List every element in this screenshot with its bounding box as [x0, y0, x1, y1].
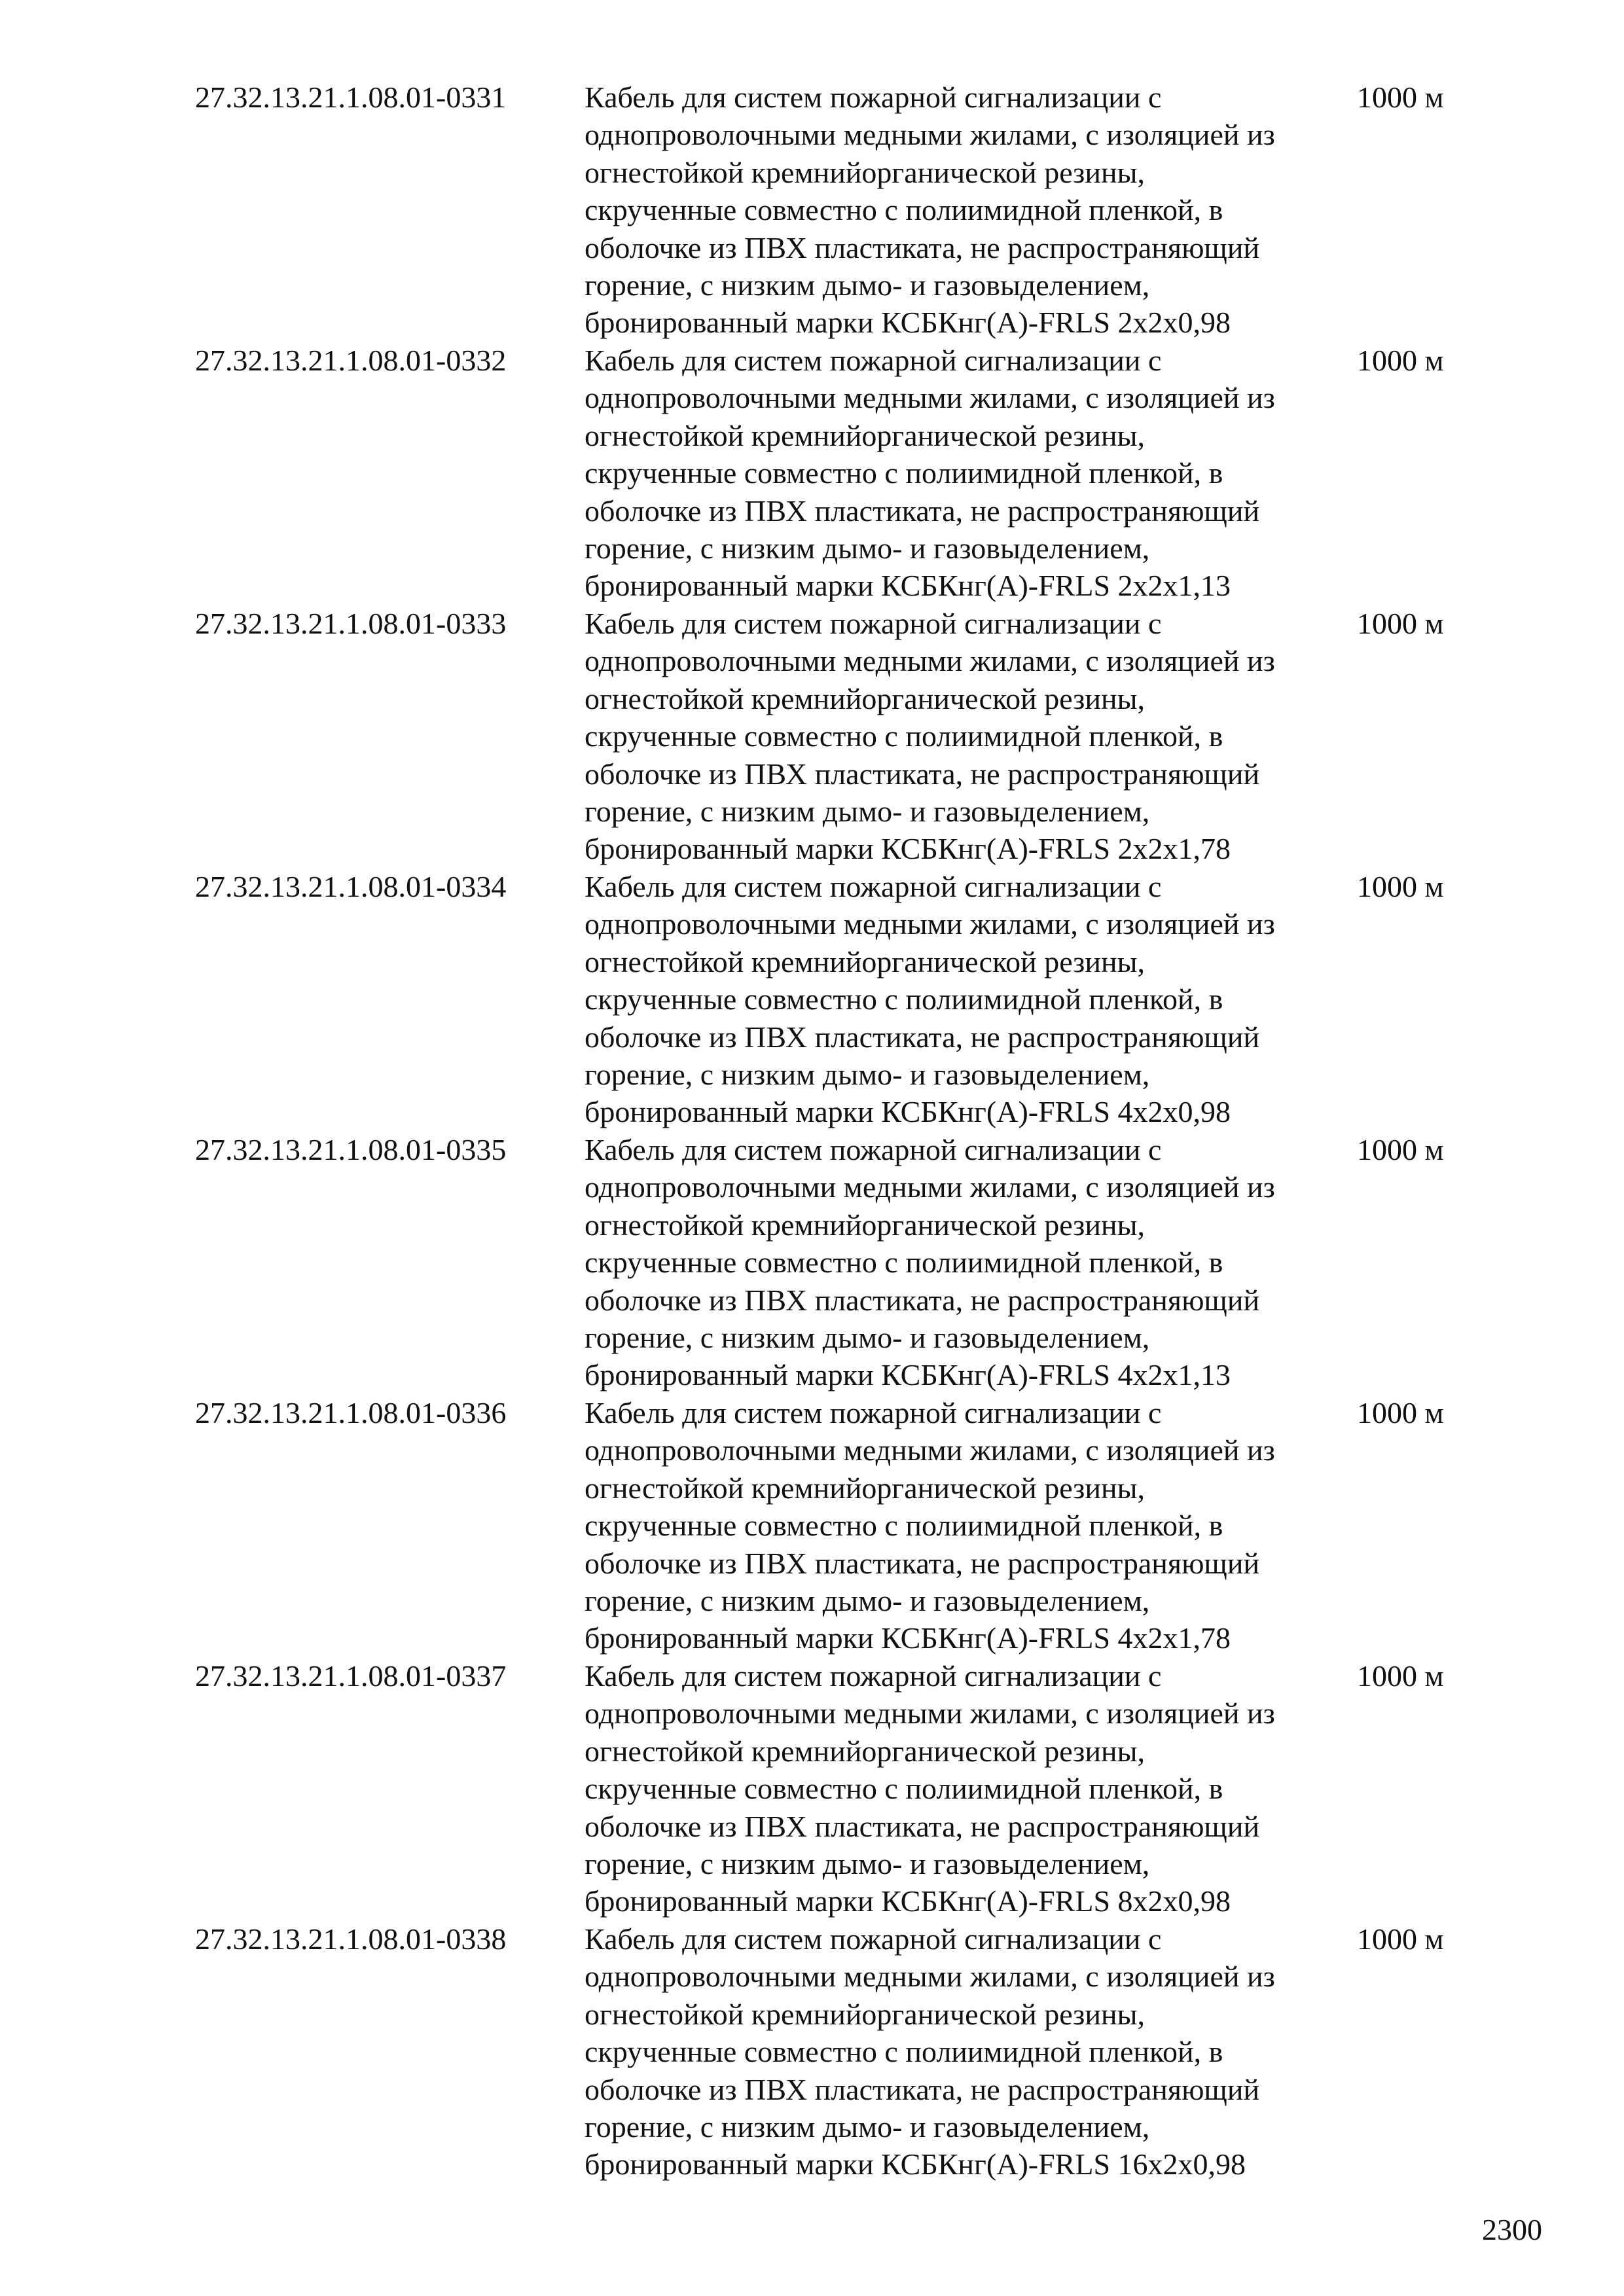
description-line: Кабель для систем пожарной сигнализации с: [585, 607, 1162, 640]
description-line: огнестойкой кремнийорганической резины,: [585, 1471, 1145, 1505]
description-line: скрученные совместно с полиимидной пленкой, в: [585, 1772, 1223, 1806]
description-line: однопроволочными медными жилами, с изоляцией из: [585, 1170, 1275, 1204]
description-line: огнестойкой кремнийорганической резины,: [585, 944, 1145, 978]
description-line: Кабель для систем пожарной сигнализации с: [585, 1659, 1162, 1693]
resource-code: 27.32.13.21.1.08.01-0337: [195, 1659, 507, 1693]
description-line: Кабель для систем пожарной сигнализации с: [585, 344, 1162, 377]
description-line: бронированный марки КСБКнг(А)-FRLS 16х2х0,98: [585, 2147, 1246, 2181]
description-line: горение, с низким дымо- и газовыделением,: [585, 1584, 1150, 1618]
description-line: бронированный марки КСБКнг(А)-FRLS 2х2х1,13: [585, 569, 1231, 603]
list-item: [195, 1920, 1504, 2183]
unit-of-measure: 1000 м: [1357, 1396, 1444, 1429]
resource-description: [585, 79, 1331, 342]
resource-description: [585, 868, 1331, 1131]
description-line: бронированный марки КСБКнг(А)-FRLS 4х2х1,13: [585, 1358, 1231, 1392]
resource-list: [195, 79, 1504, 2183]
description-line: скрученные совместно с полиимидной пленкой, в: [585, 1246, 1223, 1280]
list-item: [195, 342, 1504, 605]
description-line: однопроволочными медными жилами, с изоляцией из: [585, 118, 1275, 152]
unit-of-measure: 1000 м: [1357, 344, 1444, 377]
description-line: огнестойкой кремнийорганической резины,: [585, 418, 1145, 452]
description-line: огнестойкой кремнийорганической резины,: [585, 681, 1145, 715]
description-line: бронированный марки КСБКнг(А)-FRLS 2х2х0,98: [585, 306, 1231, 340]
resource-code: 27.32.13.21.1.08.01-0331: [195, 81, 507, 114]
resource-code: 27.32.13.21.1.08.01-0332: [195, 344, 507, 377]
description-line: огнестойкой кремнийорганической резины,: [585, 1734, 1145, 1768]
resource-code: 27.32.13.21.1.08.01-0334: [195, 870, 507, 903]
description-line: горение, с низким дымо- и газовыделением,: [585, 795, 1150, 829]
description-line: оболочке из ПВХ пластиката, не распространяющий: [585, 2072, 1260, 2106]
description-line: скрученные совместно с полиимидной пленкой, в: [585, 719, 1223, 753]
description-line: Кабель для систем пожарной сигнализации с: [585, 81, 1162, 114]
description-line: скрученные совместно с полиимидной пленкой, в: [585, 193, 1223, 227]
list-item: [195, 868, 1504, 1131]
list-item: [195, 1394, 1504, 1657]
description-line: оболочке из ПВХ пластиката, не распространяющий: [585, 1809, 1260, 1843]
description-line: горение, с низким дымо- и газовыделением,: [585, 531, 1150, 565]
description-line: огнестойкой кремнийорганической резины,: [585, 1997, 1145, 2031]
description-line: оболочке из ПВХ пластиката, не распространяющий: [585, 1546, 1260, 1580]
page-number: 2300: [1482, 2213, 1542, 2246]
description-line: оболочке из ПВХ пластиката, не распространяющий: [585, 1020, 1260, 1054]
description-line: однопроволочными медными жилами, с изоляцией из: [585, 1960, 1275, 1994]
description-line: огнестойкой кремнийорганической резины,: [585, 1208, 1145, 1242]
description-line: скрученные совместно с полиимидной пленкой, в: [585, 2035, 1223, 2069]
description-line: Кабель для систем пожарной сигнализации с: [585, 1396, 1162, 1429]
description-line: горение, с низким дымо- и газовыделением,: [585, 1058, 1150, 1092]
unit-of-measure: 1000 м: [1357, 607, 1444, 640]
description-line: однопроволочными медными жилами, с изоляцией из: [585, 381, 1275, 415]
unit-of-measure: 1000 м: [1357, 1922, 1444, 1956]
description-line: однопроволочными медными жилами, с изоляцией из: [585, 1696, 1275, 1731]
description-line: Кабель для систем пожарной сигнализации с: [585, 870, 1162, 903]
resource-code: 27.32.13.21.1.08.01-0336: [195, 1396, 507, 1429]
unit-of-measure: 1000 м: [1357, 1133, 1444, 1166]
description-line: горение, с низким дымо- и газовыделением,: [585, 1847, 1150, 1881]
unit-of-measure: 1000 м: [1357, 81, 1444, 114]
description-line: горение, с низким дымо- и газовыделением,: [585, 2110, 1150, 2144]
description-line: бронированный марки КСБКнг(А)-FRLS 8х2х0,98: [585, 1884, 1231, 1918]
description-line: бронированный марки КСБКнг(А)-FRLS 2х2х1,78: [585, 832, 1231, 866]
description-line: однопроволочными медными жилами, с изоляцией из: [585, 1433, 1275, 1467]
description-line: оболочке из ПВХ пластиката, не распространяющий: [585, 493, 1260, 528]
description-line: оболочке из ПВХ пластиката, не распространяющий: [585, 1283, 1260, 1317]
list-item: [195, 1131, 1504, 1394]
description-line: скрученные совместно с полиимидной пленкой, в: [585, 456, 1223, 490]
list-item: [195, 1657, 1504, 1920]
resource-code: 27.32.13.21.1.08.01-0338: [195, 1922, 507, 1956]
description-line: Кабель для систем пожарной сигнализации с: [585, 1922, 1162, 1956]
description-line: огнестойкой кремнийорганической резины,: [585, 155, 1145, 189]
description-line: однопроволочными медными жилами, с изоляцией из: [585, 907, 1275, 941]
unit-of-measure: 1000 м: [1357, 1659, 1444, 1693]
resource-description: [585, 605, 1331, 868]
description-line: скрученные совместно с полиимидной пленкой, в: [585, 982, 1223, 1016]
description-line: однопроволочными медными жилами, с изоляцией из: [585, 644, 1275, 678]
resource-description: [585, 1657, 1331, 1920]
description-line: горение, с низким дымо- и газовыделением,: [585, 1321, 1150, 1355]
resource-description: [585, 1394, 1331, 1657]
description-line: оболочке из ПВХ пластиката, не распространяющий: [585, 757, 1260, 791]
description-line: Кабель для систем пожарной сигнализации с: [585, 1133, 1162, 1166]
resource-code: 27.32.13.21.1.08.01-0335: [195, 1133, 507, 1166]
unit-of-measure: 1000 м: [1357, 870, 1444, 903]
description-line: горение, с низким дымо- и газовыделением,: [585, 268, 1150, 302]
resource-description: [585, 342, 1331, 605]
resource-description: [585, 1920, 1331, 2183]
description-line: бронированный марки КСБКнг(А)-FRLS 4х2х0,98: [585, 1095, 1231, 1129]
description-line: бронированный марки КСБКнг(А)-FRLS 4х2х1,78: [585, 1621, 1231, 1655]
resource-description: [585, 1131, 1331, 1394]
resource-code: 27.32.13.21.1.08.01-0333: [195, 607, 507, 640]
list-item: [195, 79, 1504, 342]
description-line: скрученные совместно с полиимидной пленкой, в: [585, 1509, 1223, 1543]
list-item: [195, 605, 1504, 868]
description-line: оболочке из ПВХ пластиката, не распространяющий: [585, 230, 1260, 264]
